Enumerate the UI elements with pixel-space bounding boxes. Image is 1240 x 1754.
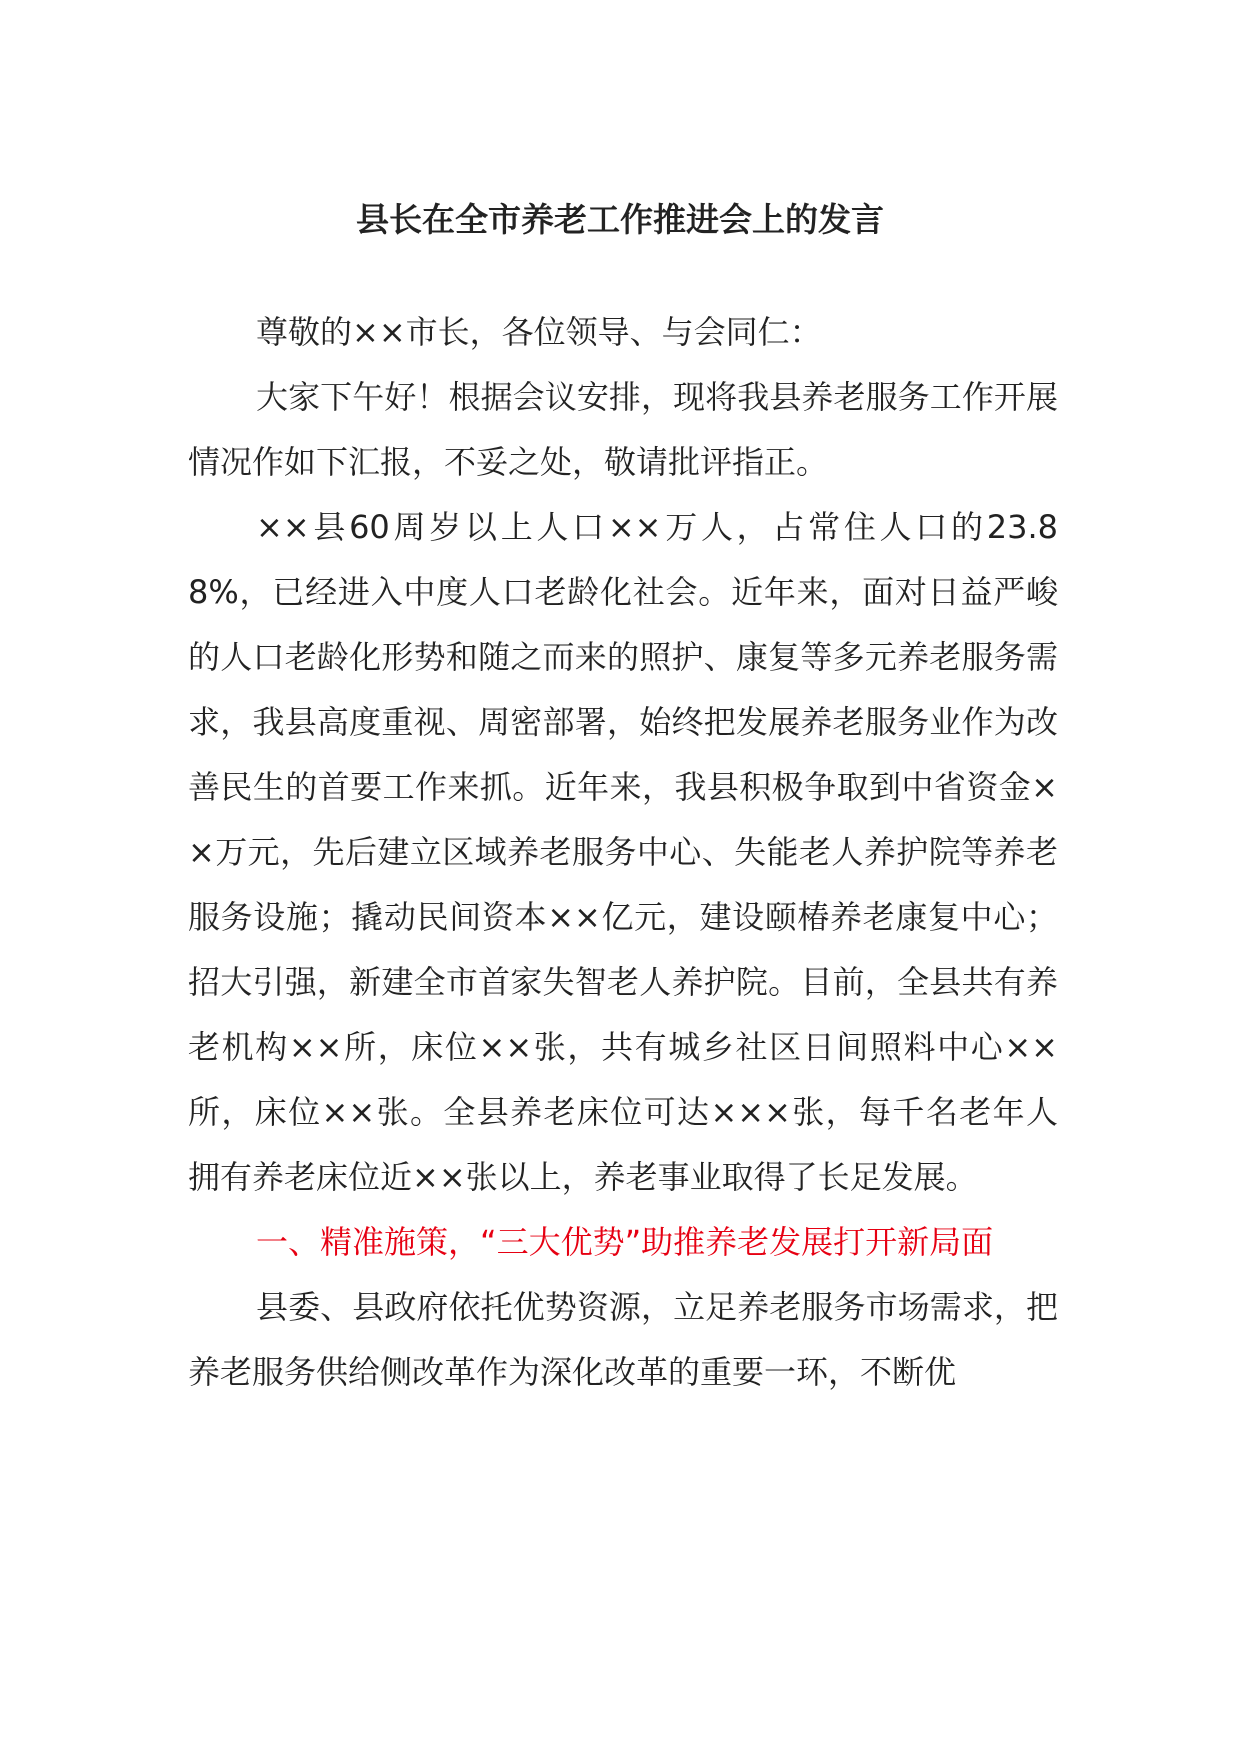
overview-paragraph: ××县60周岁以上人口××万人，占常住人口的23.88%，已经进入中度人口老龄化社会。近年来，面对日益严峻的人口老龄化形势和随之而来的照护、康复等多元养老服务需求，我县高度重视、周密部署，始终把发展养老服务业作为改善民生的首要工作来抓。近年来，我县积极争取到中省资金××万元，先后建立区域养老服务中心、失能老人养护院等养老服务设施；撬动民间资本××亿元，建设颐椿养老康复中心；招大引强，新建全市首家失智老人养护院。目前，全县共有养老机构××所，床位××张，共有城乡社区日间照料中心××所，床位××张。全县养老床位可达×××张，每千名老年人拥有养老床位近××张以上，养老事业取得了长足发展。 [188, 508, 1058, 1196]
document-body [188, 300, 1058, 1405]
opening-paragraph: 大家下午好！根据会议安排，现将我县养老服务工作开展情况作如下汇报，不妥之处，敬请批评指正。 [188, 378, 1058, 481]
document-title: 县长在全市养老工作推进会上的发言 [356, 200, 884, 239]
section-paragraph: 县委、县政府依托优势资源，立足养老服务市场需求，把养老服务供给侧改革作为深化改革的重要一环，不断优 [188, 1288, 1058, 1391]
section-heading: 一、精准施策，“三大优势”助推养老发展打开新局面 [256, 1223, 994, 1261]
salutation-paragraph: 尊敬的××市长，各位领导、与会同仁： [256, 313, 822, 351]
